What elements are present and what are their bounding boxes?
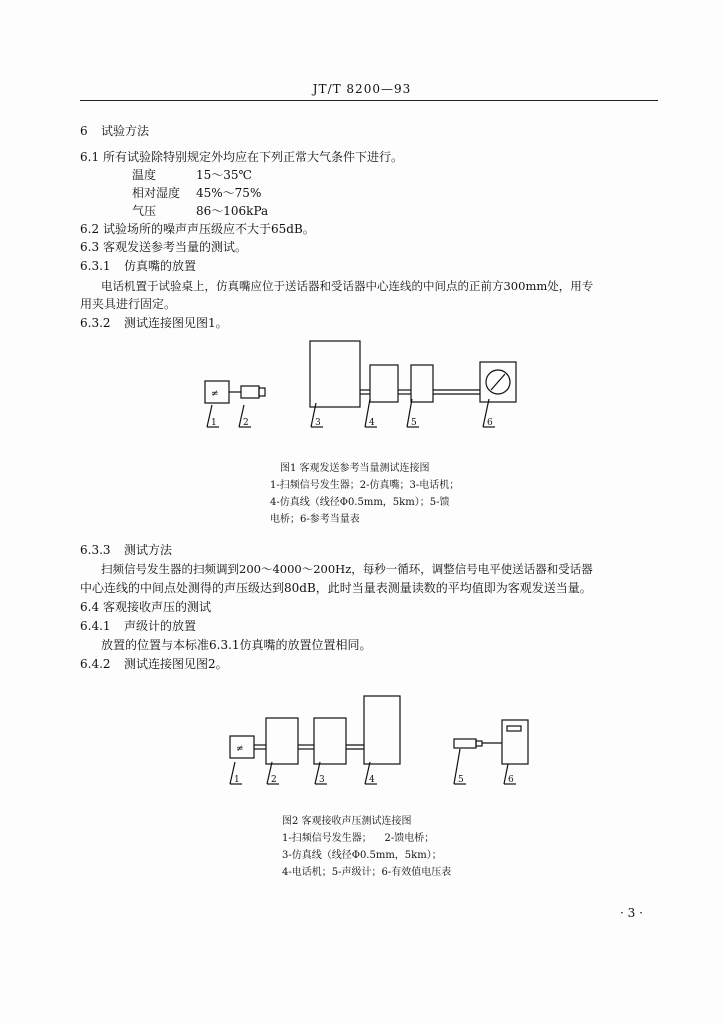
figure-1-legend-line-2: 4-仿真线（线径Φ0.5mm，5km）；5-馈 — [270, 497, 450, 508]
paragraph-6-4-1: 放置的位置与本标准6.3.1仿真嘴的放置位置相同。 — [101, 638, 372, 652]
fig2-label-1: 1 — [234, 775, 240, 785]
clause-6-2-number: 6.2 — [80, 222, 100, 236]
fig1-label-6: 6 — [487, 418, 493, 428]
section-6-number: 6 — [80, 124, 88, 138]
condition-value-temperature: 15～35℃ — [196, 168, 252, 182]
figure-2-legend-line-3: 4-电话机；5-声级计；6-有效值电压表 — [282, 867, 452, 878]
clause-6-1-text: 所有试验除特别规定外均应在下列正常大气条件下进行。 — [103, 150, 404, 164]
fig1-artificial-line-box — [370, 365, 398, 402]
fig1-label-3: 3 — [315, 418, 321, 428]
figure-2-legend-line-2: 3-仿真线（线径Φ0.5mm，5km）； — [282, 850, 442, 861]
fig1-label-2: 2 — [243, 418, 249, 428]
clause-6-3-text: 客观发送参考当量的测试。 — [103, 240, 248, 254]
fig2-telephone-box — [364, 696, 400, 764]
paragraph-6-3-3-line-1: 扫频信号发生器的扫频调到200～4000～200Hz，每秒一循环，调整信号电平使送话器和受话器 — [101, 562, 593, 576]
fig2-feed-bridge-box — [266, 718, 298, 764]
fig2-sound-level-meter-tip — [476, 741, 482, 746]
clause-6-3-1-title: 仿真嘴的放置 — [124, 259, 197, 273]
fig2-label-2: 2 — [271, 775, 277, 785]
figure-1-legend-line-3: 电桥；6-参考当量表 — [270, 514, 360, 525]
fig1-telephone-box — [310, 341, 360, 407]
figure-2-caption-title: 图2 客观接收声压测试连接图 — [282, 816, 412, 827]
clause-6-4-1-number: 6.4.1 — [80, 619, 111, 633]
fig2-label-5: 5 — [458, 775, 464, 785]
figure-2-legend-line-1: 1-扫频信号发生器； 2-馈电桥； — [282, 833, 435, 844]
fig2-label-6: 6 — [508, 775, 514, 785]
paragraph-6-3-1-line-1: 电话机置于试验桌上，仿真嘴应位于送话器和受话器中心连线的中间点的正前方300mm处，用专 — [101, 279, 594, 293]
clause-6-4-2-text: 测试连接图见图2。 — [124, 657, 228, 671]
condition-label-temperature: 温度 — [132, 168, 157, 182]
fig2-sound-level-meter-body — [454, 739, 476, 748]
header-rule — [80, 100, 658, 101]
condition-value-pressure: 86～106kPa — [196, 204, 269, 218]
page-number: · 3 · — [620, 906, 643, 920]
fig2-generator-symbol: ≠ — [236, 744, 244, 754]
clause-6-3-2-number: 6.3.2 — [80, 316, 111, 330]
fig1-label-4: 4 — [369, 418, 375, 428]
fig1-label-5: 5 — [411, 418, 417, 428]
figure-2-diagram — [222, 692, 542, 792]
fig2-label-3: 3 — [319, 775, 325, 785]
clause-6-3-3-number: 6.3.3 — [80, 543, 111, 557]
clause-6-3-number: 6.3 — [80, 240, 100, 254]
fig1-generator-symbol: ≠ — [211, 389, 219, 399]
fig1-artificial-mouth-nozzle — [259, 388, 265, 396]
fig1-label-1: 1 — [211, 418, 217, 428]
clause-6-4-1-title: 声级计的放置 — [124, 619, 197, 633]
clause-6-2-text: 试验场所的噪声声压级应不大于65dB。 — [103, 222, 315, 236]
condition-value-humidity: 45%～75% — [196, 186, 262, 200]
section-6-title: 试验方法 — [101, 124, 150, 138]
fig2-label-4: 4 — [369, 775, 375, 785]
condition-label-pressure: 气压 — [132, 204, 157, 218]
paragraph-6-3-3-line-2: 中心连线的中间点处测得的声压级达到80dB，此时当量表测量读数的平均值即为客观发送当量。 — [80, 581, 592, 595]
figure-1-diagram — [195, 335, 535, 435]
fig2-artificial-line-box — [314, 718, 346, 764]
paragraph-6-3-1-line-2: 用夹具进行固定。 — [80, 297, 177, 311]
clause-6-4-number: 6.4 — [80, 600, 100, 614]
standard-code-header: JT/T 8200—93 — [312, 82, 412, 96]
clause-6-4-2-number: 6.4.2 — [80, 657, 111, 671]
figure-1-caption-title: 图1 客观发送参考当量测试连接图 — [280, 463, 430, 474]
fig2-rms-voltmeter-display — [507, 726, 521, 731]
condition-label-humidity: 相对湿度 — [132, 186, 181, 200]
fig1-artificial-mouth-body — [241, 386, 259, 398]
clause-6-3-3-title: 测试方法 — [124, 543, 173, 557]
fig1-feed-bridge-box — [411, 365, 433, 402]
clause-6-3-1-number: 6.3.1 — [80, 259, 111, 273]
clause-6-4-text: 客观接收声压的测试 — [103, 600, 212, 614]
clause-6-3-2-text: 测试连接图见图1。 — [124, 316, 228, 330]
figure-1-legend-line-1: 1-扫频信号发生器；2-仿真嘴；3-电话机； — [270, 480, 460, 491]
clause-6-1-number: 6.1 — [80, 150, 100, 164]
